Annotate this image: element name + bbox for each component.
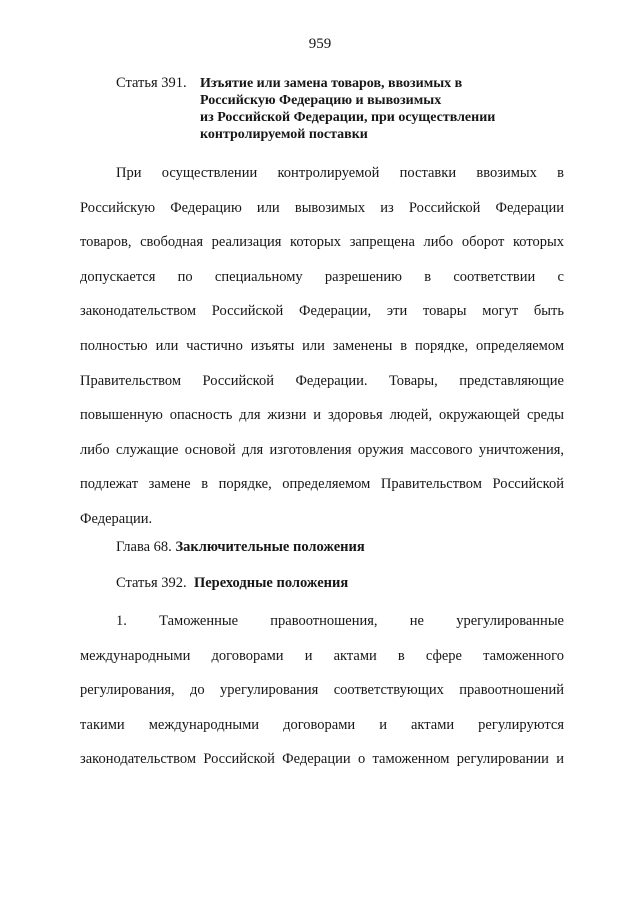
chapter-68-title: Заключительные положения — [175, 539, 365, 555]
body-line: 1. Таможенные правоотношения, не урегулированные — [116, 613, 564, 629]
article-391-title-line: контролируемой поставки — [200, 127, 368, 142]
article-392-title: Переходные положения — [193, 575, 349, 591]
body-line: подлежат замене в порядке, определяемом Правительством Российской — [80, 476, 564, 493]
article-391-body — [80, 156, 564, 537]
body-line: полностью или частично изъяты или заменены в порядке, определяемом — [80, 337, 564, 354]
body-line: Российскую Федерацию или вывозимых из Российской Федерации — [80, 199, 564, 216]
article-392-body — [80, 604, 564, 777]
article-391-heading — [116, 75, 616, 143]
body-line: Федерации. — [80, 510, 153, 527]
article-391-title-line: из Российской Федерации, при осуществлении — [200, 110, 496, 125]
body-line: товаров, свободная реализация которых запрещена либо оборот которых — [80, 234, 564, 251]
body-line: законодательством Российской Федерации о таможенном регулировании и — [80, 751, 564, 768]
body-line: такими международными договорами и актами регулируются — [80, 716, 564, 733]
body-line: законодательством Российской Федерации, эти товары могут быть — [80, 303, 564, 320]
body-line: международными договорами и актами в сфере таможенного — [80, 647, 564, 664]
body-line: Правительством Российской Федерации. Товары, представляющие — [80, 372, 564, 389]
page-number: 959 — [308, 36, 332, 52]
article-391-title-line: Изъятие или замена товаров, ввозимых в — [200, 76, 463, 91]
chapter-68-heading — [116, 539, 365, 556]
body-line: либо служащие основой для изготовления оружия массового уничтожения, — [80, 441, 564, 458]
chapter-68-prefix: Глава 68. — [116, 539, 172, 555]
article-391-title — [200, 75, 530, 143]
article-391-title-line: Российскую Федерацию и вывозимых — [200, 93, 442, 108]
body-line: регулирования, до урегулирования соответствующих правоотношений — [80, 682, 564, 699]
body-line: При осуществлении контролируемой поставки ввозимых в — [116, 165, 564, 181]
article-392-number: Статья 392. — [116, 575, 187, 591]
body-line: допускается по специальному разрешению в соответствии с — [80, 268, 564, 285]
article-392-heading — [116, 575, 348, 592]
body-line: повышенную опасность для жизни и здоровья людей, окружающей среды — [80, 407, 564, 424]
article-391-number: Статья 391. — [116, 75, 187, 91]
